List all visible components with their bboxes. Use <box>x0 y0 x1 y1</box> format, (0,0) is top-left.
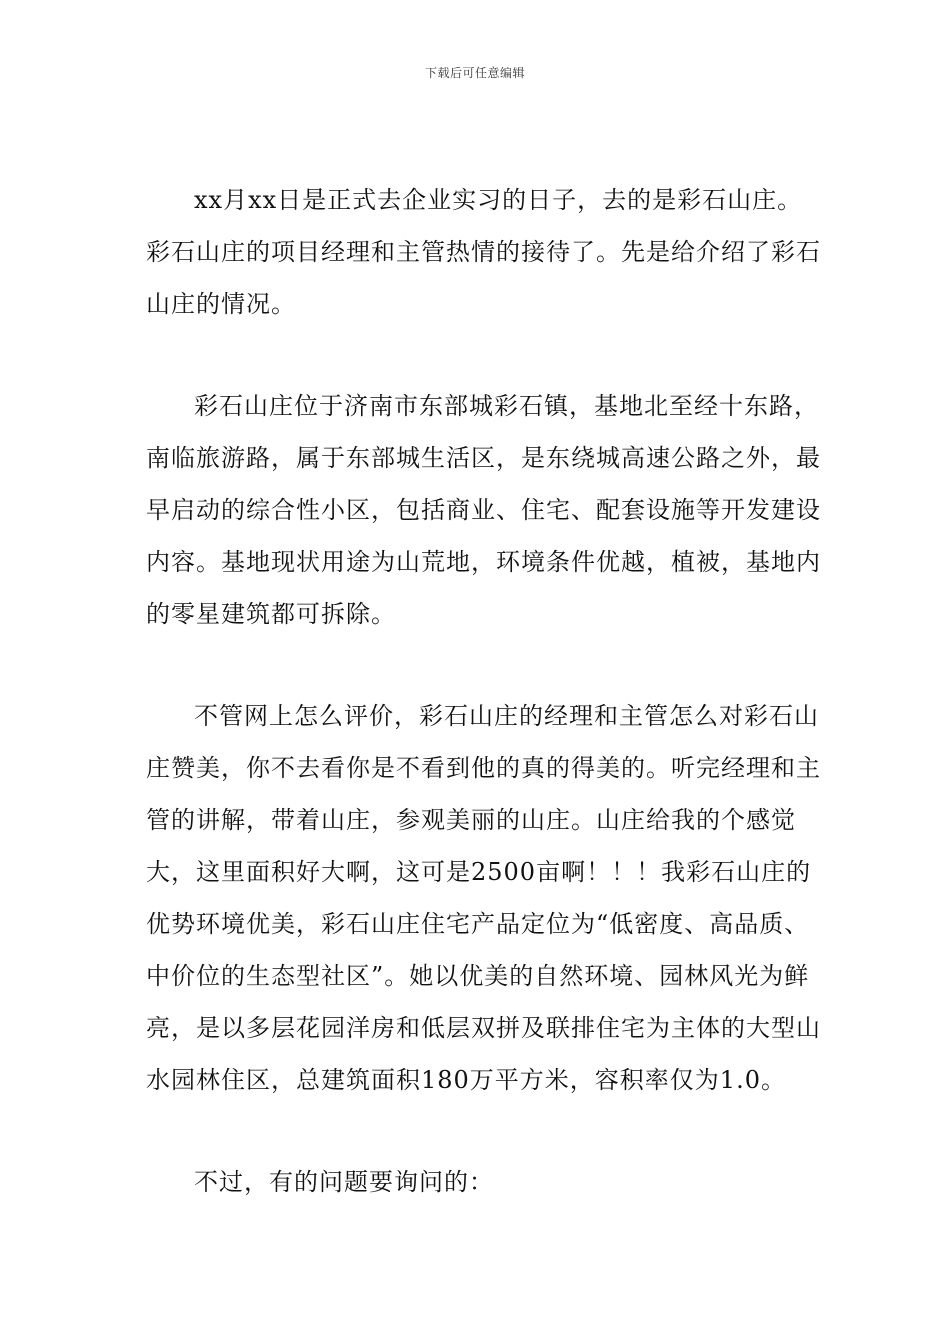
paragraph-questions: 不过，有的问题要询问的： <box>194 1168 494 1196</box>
paragraph-intro: xx月xx日是正式去企业实习的日子，去的是彩石山庄。彩石山庄的项目经理和主管热情的接待了。先是给介绍了彩石山庄的情况。 <box>146 186 821 318</box>
paragraph-location: 彩石山庄位于济南市东部城彩石镇，基地北至经十东路，南临旅游路，属于东部城生活区，是东绕城高速公路之外，最早启动的综合性小区，包括商业、住宅、配套设施等开发建设内容。基地现状用途为山荒地，环境条件优越，植被，基地内的零星建筑都可拆除。 <box>146 392 821 628</box>
paragraph-impression: 不管网上怎么评价，彩石山庄的经理和主管怎么对彩石山庄赞美，你不去看你是不看到他的真的得美的。听完经理和主管的讲解，带着山庄，参观美丽的山庄。山庄给我的个感觉大，这里面积好大啊，这可是2500亩啊！！！我彩石山庄的优势环境优美，彩石山庄住宅产品定位为“低密度、高品质、中价位的生态型社区”。她以优美的自然环境、园林风光为鲜亮，是以多层花园洋房和低层双拼及联排住宅为主体的大型山水园林住区，总建筑面积180万平方米，容积率仅为1.0。 <box>146 702 821 1094</box>
document-body <box>146 174 826 1208</box>
page-header: 下载后可任意编辑 <box>424 66 525 80</box>
